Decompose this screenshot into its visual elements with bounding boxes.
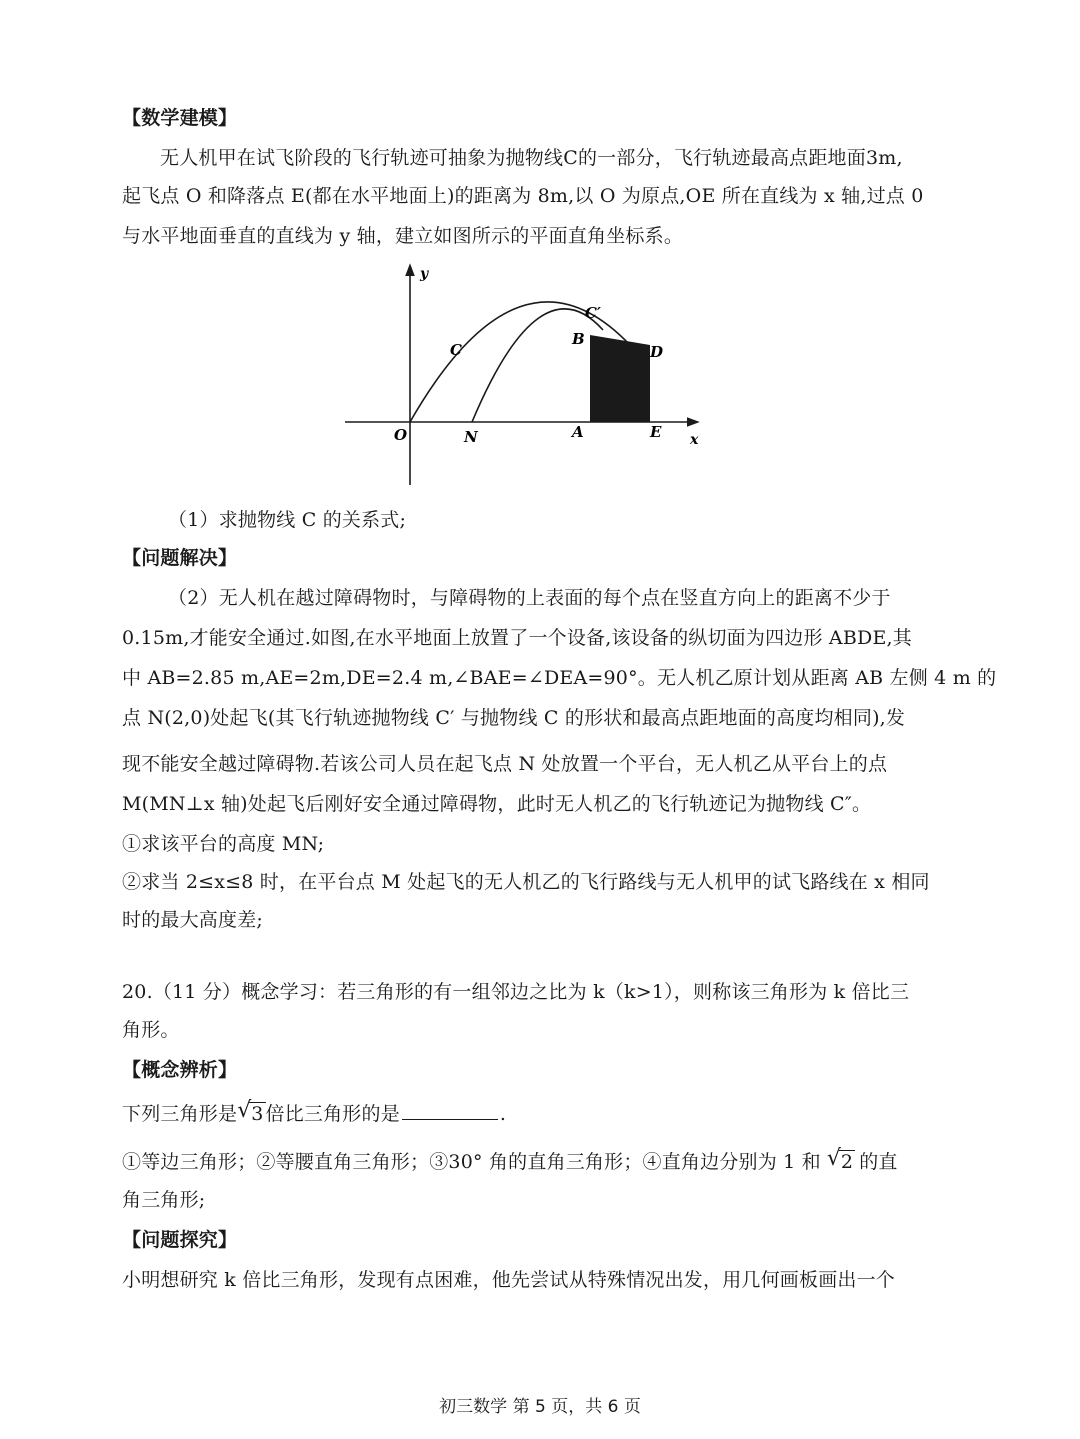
label-b: B <box>572 330 585 348</box>
obstacle-abde <box>590 335 650 422</box>
label-e: E <box>650 423 662 441</box>
label-y: y <box>420 266 429 282</box>
label-c-prime: C′ <box>585 304 601 322</box>
section-problem-solving: 【问题解决】 <box>122 547 238 569</box>
sqrt-2: √ 2 <box>827 1148 855 1176</box>
section-concept: 【概念辨析】 <box>122 1059 238 1081</box>
parabola-figure <box>330 258 730 488</box>
label-x: x <box>690 432 699 448</box>
q2-line-5: 现不能安全越过障碍物.若该公司人员在起飞点 N 处放置一个平台，无人机乙从平台上的点 <box>122 753 888 775</box>
q20-line-1: 20.（11 分）概念学习：若三角形的有一组邻边之比为 k（k>1），则称该三角形为 k 倍比三 <box>122 981 910 1003</box>
q2-line-6: M(MN⊥x 轴)处起飞后刚好安全通过障碍物，此时无人机乙的飞行轨迹记为抛物线 C″。 <box>122 793 872 815</box>
section-math-model: 【数学建模】 <box>122 107 238 129</box>
options-line-2: 角三角形; <box>122 1189 206 1211</box>
sub-question-2-line-2: 时的最大高度差; <box>122 909 264 931</box>
model-text-line-3: 与水平地面垂直的直线为 y 轴，建立如图所示的平面直角坐标系。 <box>122 225 684 247</box>
label-o: O <box>394 426 408 444</box>
q2-line-3: 中 AB=2.85 m,AE=2m,DE=2.4 m,∠BAE=∠DEA=90°。无人机乙原计划从距离 AB 左侧 4 m 的 <box>122 667 997 689</box>
page-footer: 初三数学 第 5 页，共 6 页 <box>439 1397 641 1417</box>
label-a: A <box>572 423 584 441</box>
sub-question-2-line-1: ②求当 2≤x≤8 时，在平台点 M 处起飞的无人机乙的飞行路线与无人机甲的试飞路线在 x 相同 <box>122 871 930 893</box>
q20-line-2: 角形。 <box>122 1019 180 1041</box>
q2-line-1: （2）无人机在越过障碍物时，与障碍物的上表面的每个点在竖直方向上的距离不少于 <box>168 587 891 609</box>
model-text-line-1: 无人机甲在试飞阶段的飞行轨迹可抽象为抛物线C的一部分，飞行轨迹最高点距地面3m, <box>160 147 903 169</box>
concept-suffix: 倍比三角形的是 <box>265 1103 400 1125</box>
model-text-line-2: 起飞点 O 和降落点 E(都在水平地面上)的距离为 8m,以 O 为原点,OE 所在直线为 x 轴,过点 0 <box>122 185 924 207</box>
parabola-c-prime <box>472 309 603 422</box>
options-line-1: ①等边三角形；②等腰直角三角形；③30° 角的直角三角形；④直角边分别为 1 和√ 2 的直 <box>122 1148 898 1176</box>
concept-prefix: 下列三角形是 <box>122 1103 238 1125</box>
label-c: C <box>450 341 462 359</box>
q2-line-4: 点 N(2,0)处起飞(其飞行轨迹抛物线 C′ 与抛物线 C 的形状和最高点距地面的高度均相同),发 <box>122 707 906 729</box>
sqrt-3: √ 3 <box>237 1100 265 1128</box>
label-n: N <box>464 428 478 446</box>
question-1: （1）求抛物线 C 的关系式; <box>168 509 407 531</box>
explore-text: 小明想研究 k 倍比三角形，发现有点困难，他先尝试从特殊情况出发，用几何画板画出一个 <box>122 1269 895 1291</box>
q2-line-2: 0.15m,才能安全通过.如图,在水平地面上放置了一个设备,该设备的纵切面为四边形 ABDE,其 <box>122 627 912 649</box>
concept-question: 下列三角形是√ 3 倍比三角形的是 . <box>122 1100 506 1128</box>
sub-question-1: ①求该平台的高度 MN; <box>122 833 325 855</box>
answer-blank[interactable] <box>402 1101 498 1120</box>
label-d: D <box>650 343 664 361</box>
section-explore: 【问题探究】 <box>122 1229 238 1251</box>
